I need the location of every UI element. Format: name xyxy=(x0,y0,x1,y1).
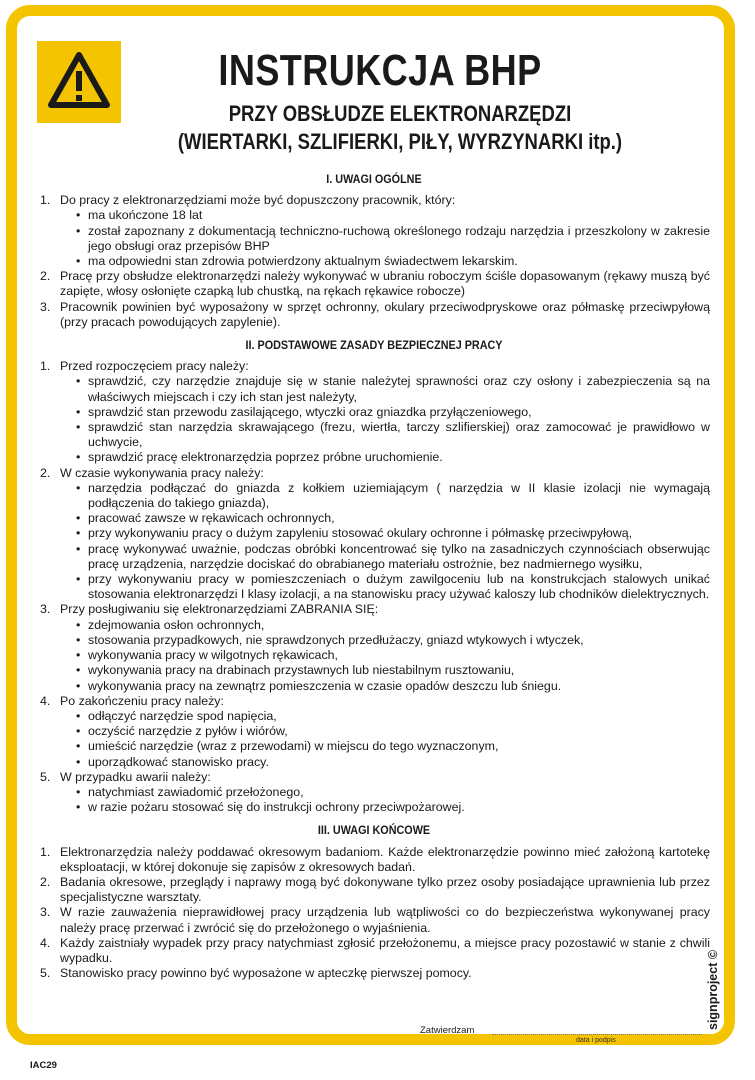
warning-triangle-icon xyxy=(37,41,121,123)
subtitle-line-1: PRZY OBSŁUDZE ELEKTRONARZĘDZI xyxy=(228,101,572,126)
list-item xyxy=(38,966,710,981)
section-heading: I. UWAGI OGÓLNE xyxy=(326,172,422,186)
item-text: W razie zauważenia nieprawidłowej pracy urządzenia lub wątpliwości co do bezpieczeństwa wykonywanej pracy należy pracę przerwać i zwrócić się do przełożonego o wyjaśnienia. xyxy=(60,905,710,935)
section-heading: II. PODSTAWOWE ZASADY BEZPIECZNEJ PRACY xyxy=(245,338,503,353)
brand-mark: signproject © xyxy=(706,949,720,1030)
item-number: 3. xyxy=(40,299,51,314)
item-number: 1. xyxy=(40,359,51,374)
item-number: 2. xyxy=(40,269,51,284)
list-item xyxy=(38,602,710,693)
list-item xyxy=(38,694,710,770)
sub-list-item: • pracować zawsze w rękawicach ochronnych, xyxy=(76,511,710,526)
sub-list-item: • uporządkować stanowisko pracy. xyxy=(76,755,710,770)
sub-list xyxy=(60,481,710,603)
sub-list-item: • sprawdzić stan przewodu zasilającego, wtyczki oraz gniazdka przyłączeniowego, xyxy=(76,405,710,420)
list-item xyxy=(38,875,710,905)
list-item xyxy=(38,770,710,816)
sub-list-item: • sprawdzić, czy narzędzie znajduje się w stanie należytej sprawności oraz czy osłony i zabezpieczenia są na właściwych miejscach i czy ich stan jest należyty, xyxy=(76,374,710,404)
sub-list-item: • ma odpowiedni stan zdrowia potwierdzony aktualnym świadectwem lekarskim. xyxy=(76,254,710,269)
item-text: Każdy zaistniały wypadek przy pracy natychmiast zgłosić przełożonemu, a miejsce pracy pozostawić w stanie z chwili wypadku. xyxy=(60,935,710,965)
item-text: Stanowisko pracy powinno być wyposażone w apteczkę pierwszej pomocy. xyxy=(60,966,472,981)
item-text: Przy posługiwaniu się elektronarzędziami ZABRANIA SIĘ: xyxy=(60,602,379,617)
sub-list-item: • sprawdzić pracę elektronarzędzia poprzez próbne uruchomienie. xyxy=(76,450,710,465)
section-heading: III. UWAGI KOŃCOWE xyxy=(317,823,431,838)
item-text: W przypadku awarii należy: xyxy=(60,769,211,784)
sub-list-item: • natychmiast zawiadomić przełożonego, xyxy=(76,785,710,800)
item-number: 3. xyxy=(40,602,51,617)
instruction-body xyxy=(38,172,710,989)
page-title: INSTRUKCJA BHP xyxy=(218,46,542,95)
sub-list-item: • ma ukończone 18 lat xyxy=(76,208,710,223)
section-list xyxy=(38,359,710,815)
list-item xyxy=(38,269,710,299)
sub-list-item: • stosowania przypadkowych, nie sprawdzonych przedłużaczy, gniazd wtykowych i wtyczek, xyxy=(76,633,710,648)
product-code: IAC29 xyxy=(30,1060,57,1071)
list-item xyxy=(38,845,710,875)
sub-list-item: • przy wykonywaniu pracy w pomieszczeniach o dużym zawilgoceniu lub na konstrukcjach stalowych unikać stosowania elektronarzędzi I klasy izolacji, a na stanowisku pracy używać kaloszy lub chodników dielektrycznych. xyxy=(76,572,710,602)
page-subtitle xyxy=(156,100,643,156)
item-text: Elektronarzędzia należy poddawać okresowym badaniom. Każde elektronarzędzie powinno mieć założoną kartotekę eksploatacji, w której dokonuje się zapisów z okresowych badań. xyxy=(60,844,710,874)
item-text: Do pracy z elektronarzędziami może być dopuszczony pracownik, który: xyxy=(60,193,456,208)
list-item xyxy=(38,936,710,966)
sub-list-item: • odłączyć narzędzie spod napięcia, xyxy=(76,709,710,724)
item-text: Po zakończeniu pracy należy: xyxy=(60,693,224,708)
sub-list-item: • w razie pożaru stosować się do instrukcji ochrony przeciwpożarowej. xyxy=(76,800,710,815)
sub-list-item: • został zapoznany z dokumentacją techniczno-ruchową określonego rodzaju narzędzia i przeszkolony w zakresie jego obsługi oraz przepisów BHP xyxy=(76,224,710,254)
item-number: 3. xyxy=(40,905,51,920)
sub-list xyxy=(60,618,710,694)
list-item xyxy=(38,300,710,330)
sub-list-item: • wykonywania pracy na zewnątrz pomieszczenia w czasie opadów deszczu lub śniegu. xyxy=(76,679,710,694)
sub-list-item: • zdejmowania osłon ochronnych, xyxy=(76,618,710,633)
sub-list-item: • wykonywania pracy w wilgotnych rękawicach, xyxy=(76,648,710,663)
item-number: 1. xyxy=(40,193,51,208)
list-item xyxy=(38,905,710,935)
item-number: 4. xyxy=(40,693,51,708)
item-text: Pracę przy obsłudze elektronarzędzi należy wykonywać w ubraniu roboczym ściśle dopasowanym (rękawy muszą być zapięte, włosy osłonięte czapką lub chustką, na rękach rękawice robocze) xyxy=(60,269,710,299)
list-item xyxy=(38,466,710,603)
sub-list-item: • umieścić narzędzie (wraz z przewodami) w miejscu do tego wyznaczonym, xyxy=(76,739,710,754)
sub-list xyxy=(60,785,710,815)
item-text: Przed rozpoczęciem pracy należy: xyxy=(60,359,249,374)
sub-list xyxy=(60,374,710,465)
item-number: 5. xyxy=(40,769,51,784)
item-number: 2. xyxy=(40,465,51,480)
sub-list-item: • wykonywania pracy na drabinach przystawnych lub niestabilnym rusztowaniu, xyxy=(76,663,710,678)
signature-caption: data i podpis xyxy=(576,1037,616,1044)
subtitle-line-2: (WIERTARKI, SZLIFIERKI, PIŁY, WYRZYNARKI itp.) xyxy=(177,129,623,154)
item-number: 2. xyxy=(40,874,51,889)
approve-label: Zatwierdzam xyxy=(420,1025,475,1036)
section-list xyxy=(38,845,710,982)
signature-line xyxy=(492,1034,702,1035)
item-number: 5. xyxy=(40,966,51,981)
section-list xyxy=(38,193,710,330)
sub-list-item: • sprawdzić stan narzędzia skrawającego (frezu, wiertła, tarczy szlifierskiej) oraz zamocować je prawidłowo w uchwycie, xyxy=(76,420,710,450)
sub-list-item: • narzędzia podłączać do gniazda z kołkiem uziemiającym ( narzędzia w II klasie izolacji nie wymagają podłączenia do takiego gniazda), xyxy=(76,481,710,511)
item-number: 1. xyxy=(40,844,51,859)
sub-list-item: • oczyścić narzędzie z pyłów i wiórów, xyxy=(76,724,710,739)
item-text: Badania okresowe, przeglądy i naprawy mogą być dokonywane tylko przez osoby posiadające uprawnienia lub przez specjalistyczne warsztaty. xyxy=(60,874,710,905)
item-number: 4. xyxy=(40,935,51,950)
item-text: W czasie wykonywania pracy należy: xyxy=(60,465,264,480)
item-text: Pracownik powinien być wyposażony w sprzęt ochronny, okulary przeciwodpryskowe oraz półmaskę przeciwpyłową (przy pracach powodujących zapylenie). xyxy=(60,299,710,329)
sub-list-item: • pracę wykonywać uważnie, podczas obróbki koncentrować się tylko na zasadniczych czynnościach obserwując pracę urządzenia, narzędzie dociskać do obrabianego materiału ostrożnie, bez nadmiernego wysiłku, xyxy=(76,542,710,572)
list-item xyxy=(38,193,710,269)
list-item xyxy=(38,359,710,465)
sub-list-item: • przy wykonywaniu pracy o dużym zapyleniu stosować okulary ochronne i półmaskę przeciwpyłową, xyxy=(76,526,710,541)
sub-list xyxy=(60,709,710,770)
sub-list xyxy=(60,208,710,269)
